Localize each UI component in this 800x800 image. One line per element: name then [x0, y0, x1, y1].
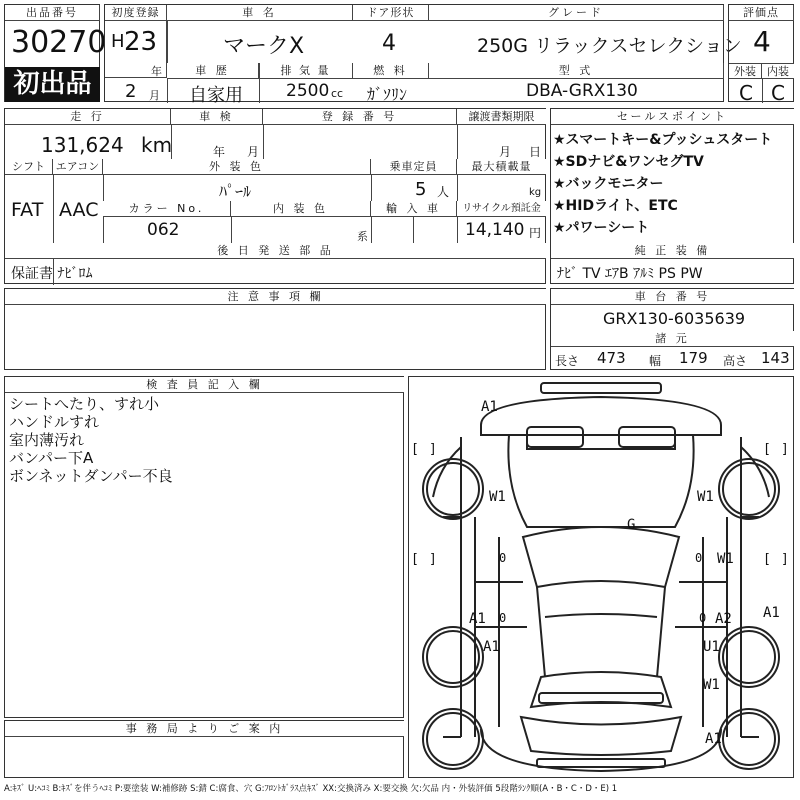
- mark-hood-right: W1: [697, 489, 714, 505]
- history-header: 車 歴: [167, 63, 259, 79]
- lot-header: 出品番号: [5, 5, 100, 21]
- chassis-number: GRX130-6035639: [603, 309, 746, 328]
- mark-right-side: A1: [763, 605, 780, 621]
- grade-header: グレード: [429, 5, 724, 21]
- sales-point: ★スマートキー&プッシュスタート: [553, 132, 773, 148]
- svg-text:[: [: [411, 442, 419, 457]
- recycle-unit: 円: [529, 226, 542, 240]
- sales-point: ★HIDライト、ETC: [553, 198, 678, 214]
- doors-header: ドア形状: [353, 5, 429, 21]
- mark-rear-bottom: A1: [705, 731, 722, 747]
- height-label: 高さ: [723, 354, 748, 368]
- era: H: [111, 31, 125, 52]
- mark-left-door-front: 0: [499, 551, 507, 565]
- svg-text:[: [: [411, 552, 419, 567]
- capacity-header: 乗車定員: [371, 159, 457, 175]
- ac: AAC: [59, 199, 99, 221]
- displacement-unit: cc: [331, 87, 344, 100]
- lot-number: 30270: [11, 25, 107, 60]
- displacement: 2500: [286, 81, 330, 101]
- legend: A:ｷｽﾞ U:ﾍｺﾐ B:ｷｽﾞを伴うﾍｺﾐ P:要塗装 W:補修跡 S:錆 C:腐食、穴 G:ﾌﾛﾝﾄｶﾞﾗｽ点ｷｽﾞ XX:交換済み X:要交換 欠:欠品 内・外装評価 5段階ﾗﾝｸ順(A・B・C・D・E) 1: [4, 784, 618, 794]
- length-label: 長さ: [555, 354, 580, 368]
- recycle-amount: 14,140: [465, 220, 525, 240]
- svg-text:[: [: [763, 442, 771, 457]
- vehicle-details: [4, 108, 546, 284]
- import-header: 輸 入 車: [371, 201, 457, 217]
- mark-right-fender: W1: [717, 551, 734, 567]
- sales-point: ★SDナビ&ワンセグTV: [553, 154, 704, 170]
- mileage-unit: km: [141, 133, 173, 157]
- ext-color: ﾊﾟｰﾙ: [219, 182, 252, 201]
- equipment: ﾅﾋﾞ TV ｴｱB ｱﾙﾐ PS PW: [557, 266, 703, 282]
- mark-left-rear-door: 0: [499, 611, 507, 625]
- score-box: [728, 4, 794, 105]
- recycle-header: リサイクル預託金: [457, 201, 546, 217]
- equipment-header: 純 正 装 備: [551, 243, 794, 259]
- mark-right-rear-door: 0: [699, 611, 707, 625]
- height: 143: [761, 349, 790, 367]
- mark-windshield: G: [627, 517, 636, 533]
- mark-left-lower: A1: [469, 611, 486, 627]
- inspector-line: ボンネットダンパー不良: [9, 467, 173, 485]
- svg-text:[: [: [763, 552, 771, 567]
- score-header: 評価点: [729, 5, 794, 21]
- doors: 4: [382, 31, 396, 56]
- first-listing-badge: 初出品: [5, 67, 100, 102]
- max-load-header: 最大積載量: [457, 159, 546, 175]
- model-header: 型 式: [429, 63, 724, 79]
- mark-hood-left: W1: [489, 489, 506, 505]
- shift-header: シフト: [5, 159, 53, 175]
- svg-text:]: ]: [781, 442, 789, 457]
- top-grid: [104, 4, 742, 106]
- reg-month: 2: [125, 81, 137, 102]
- inspector-notes: [9, 395, 173, 485]
- color-no: 062: [147, 220, 180, 240]
- svg-text:]: ]: [429, 442, 437, 457]
- fuel-header: 燃 料: [353, 63, 429, 79]
- exterior-score: C: [739, 81, 753, 105]
- first-reg-cell: [105, 21, 167, 77]
- sales-header: セールスポイント: [551, 109, 794, 125]
- grade: 250G リラックスセレクション: [477, 35, 742, 57]
- notes-header: 注 意 事 項 欄: [5, 289, 546, 305]
- mark-front-top: A1: [481, 399, 498, 415]
- mark-right-lower: A2: [715, 611, 732, 627]
- inspection-header: 車 検: [171, 109, 263, 125]
- inspector-header: 検 査 員 記 入 欄: [5, 377, 404, 393]
- mileage: 131,624: [41, 133, 124, 157]
- inspector-line: バンパー下A: [9, 449, 94, 467]
- lot-box: [4, 4, 107, 102]
- shift: FAT: [11, 199, 44, 221]
- office-box: [4, 720, 404, 778]
- score: 4: [753, 25, 771, 58]
- chassis-box: [550, 288, 794, 370]
- inspector-line: シートへたり、すれ小: [9, 395, 160, 413]
- int-color-header: 内 装 色: [231, 201, 371, 217]
- width: 179: [679, 349, 708, 367]
- inspection-month-unit: 月: [247, 145, 260, 159]
- sales-point: ★パワーシート: [553, 220, 650, 236]
- reg-no-header: 登 録 番 号: [263, 109, 457, 125]
- sales-point: ★バックモニター: [553, 176, 664, 192]
- history: 自家用: [189, 85, 243, 106]
- top-section: [4, 4, 794, 104]
- inspection-year-unit: 年: [213, 145, 226, 159]
- model: DBA-GRX130: [526, 81, 638, 101]
- sales-points: [550, 108, 794, 284]
- car-outline: [409, 377, 793, 777]
- width-label: 幅: [649, 354, 662, 368]
- inspector-line: ハンドルすれ: [9, 413, 100, 431]
- later-parts-header: 後 日 発 送 部 品: [5, 243, 546, 259]
- int-color-unit: 系: [357, 230, 368, 243]
- ext-color-header: 外 装 色: [103, 159, 371, 175]
- svg-text:]: ]: [429, 552, 437, 567]
- mark-right-quarter: U1: [703, 639, 720, 655]
- office-header: 事 務 局 よ り ご 案 内: [5, 721, 404, 737]
- capacity-unit: 人: [437, 185, 450, 199]
- transfer-header: 譲渡書類期限: [457, 109, 546, 125]
- transfer-month-unit: 月: [499, 145, 512, 159]
- notes-box: [4, 288, 546, 370]
- car-diagram: [408, 376, 794, 778]
- mileage-header: 走 行: [5, 109, 171, 125]
- displacement-header: 排 気 量: [259, 63, 353, 79]
- reg-year: 23: [124, 27, 158, 57]
- interior-score: C: [771, 81, 785, 105]
- interior-header: 内装: [762, 63, 794, 79]
- inspector-line: 室内薄汚れ: [9, 431, 85, 449]
- max-load-unit: kg: [529, 187, 542, 198]
- sales-list: [553, 129, 772, 239]
- later-parts: 保証書 ﾅﾋﾞﾛﾑ: [11, 266, 93, 282]
- inspector-box: [4, 376, 404, 718]
- transfer-day-unit: 日: [529, 145, 542, 159]
- capacity: 5: [415, 179, 427, 200]
- mark-trunk: W1: [703, 677, 720, 693]
- svg-text:]: ]: [781, 552, 789, 567]
- exterior-header: 外装: [729, 63, 762, 79]
- car-name-header: 車 名: [167, 5, 353, 21]
- mark-right-door-front: 0: [695, 551, 703, 565]
- chassis-header: 車 台 番 号: [551, 289, 794, 305]
- month-unit: 月: [149, 89, 160, 102]
- first-reg-header: 初度登録: [105, 5, 167, 21]
- fuel: ｶﾞｿﾘﾝ: [367, 85, 408, 104]
- length: 473: [597, 349, 626, 367]
- car-name: マークX: [223, 34, 305, 59]
- year-unit: 年: [151, 65, 162, 78]
- mark-left-quarter: A1: [483, 639, 500, 655]
- ac-header: エアコン: [53, 159, 103, 175]
- color-no-header: カラー No.: [103, 201, 231, 217]
- dims-header: 諸 元: [551, 331, 794, 347]
